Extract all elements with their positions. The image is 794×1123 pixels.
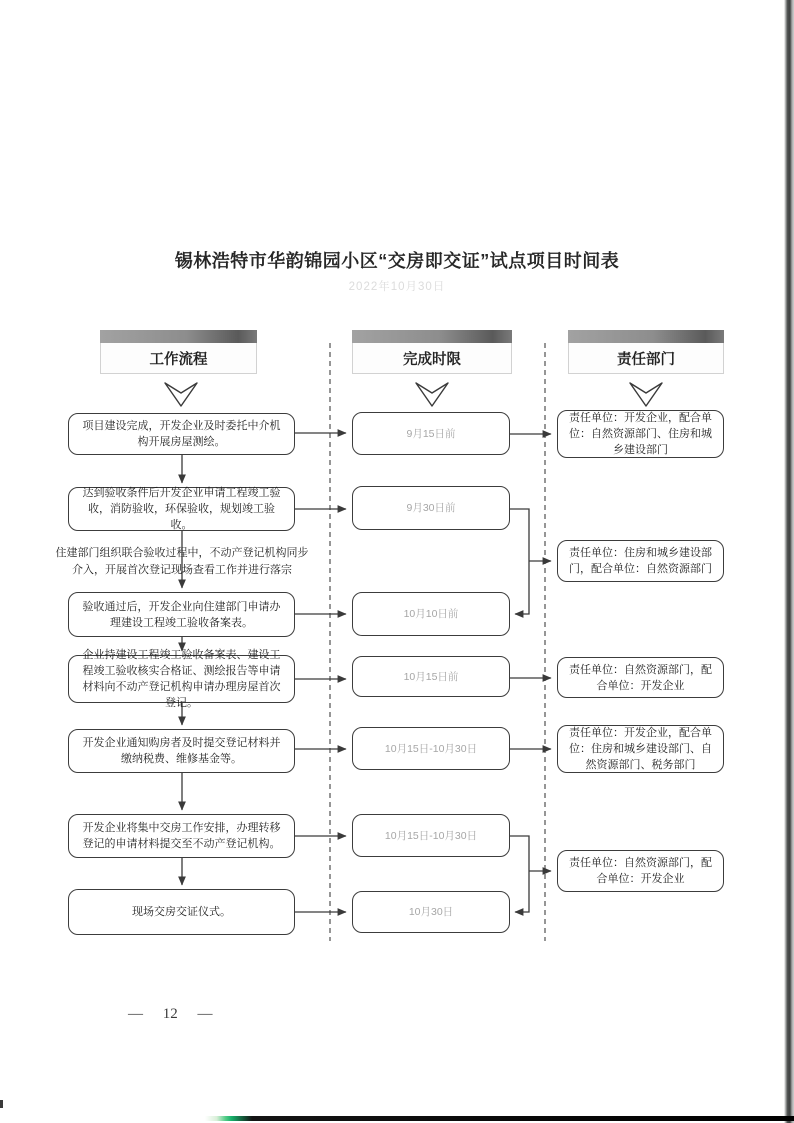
column-header-department [568, 330, 724, 374]
column-header-label: 责任部门 [568, 343, 724, 374]
date-line: 2022年10月30日 [348, 281, 446, 293]
scan-artifact-bottom-bar [205, 1116, 794, 1121]
deadline-box: 10月30日 [352, 891, 510, 933]
process-note: 住建部门组织联合验收过程中，不动产登记机构同步介入，开展首次登记现场查看工作并进行落宗 [55, 547, 309, 576]
flow-down-arrow-icon [163, 382, 199, 408]
deadline-box: 9月30日前 [352, 486, 510, 530]
flow-down-arrow-icon [628, 382, 664, 408]
header-gray-bar [568, 330, 724, 343]
process-step-box: 企业持建设工程竣工验收备案表、建设工程竣工验收核实合格证、测绘报告等申请材料向不动产登记机构申请办理房屋首次登记。 [68, 655, 295, 703]
column-header-process [100, 330, 257, 374]
deadline-box: 9月15日前 [352, 412, 510, 455]
header-gray-bar [352, 330, 512, 343]
process-step-box: 项目建设完成，开发企业及时委托中介机构开展房屋测绘。 [68, 413, 295, 455]
page-title: 锡林浩特市华韵锦园小区“交房即交证”试点项目时间表 [174, 251, 620, 271]
column-header-deadline [352, 330, 512, 374]
process-step-box: 验收通过后，开发企业向住建部门申请办理建设工程竣工验收备案表。 [68, 592, 295, 637]
deadline-box: 10月15日-10月30日 [352, 727, 510, 770]
scan-artifact-speck [0, 1100, 3, 1108]
deadline-box: 10月15日-10月30日 [352, 814, 510, 857]
process-step-box: 现场交房交证仪式。 [68, 889, 295, 935]
department-box: 责任单位：自然资源部门，配合单位：开发企业 [557, 850, 724, 892]
deadline-box: 10月10日前 [352, 592, 510, 636]
column-header-label: 完成时限 [352, 343, 512, 374]
department-box: 责任单位：开发企业，配合单位：自然资源部门、住房和城乡建设部门 [557, 410, 724, 458]
process-step-box: 开发企业将集中交房工作安排，办理转移登记的申请材料提交至不动产登记机构。 [68, 814, 295, 858]
header-gray-bar [100, 330, 257, 343]
scan-artifact-right-edge [784, 0, 794, 1123]
department-box: 责任单位：开发企业，配合单位：住房和城乡建设部门、自然资源部门、税务部门 [557, 725, 724, 773]
flow-down-arrow-icon [414, 382, 450, 408]
deadline-box: 10月15日前 [352, 656, 510, 697]
department-box: 责任单位：自然资源部门，配合单位：开发企业 [557, 657, 724, 698]
process-step-box: 开发企业通知购房者及时提交登记材料并缴纳税费、维修基金等。 [68, 729, 295, 773]
page-number: — 12 — [128, 1006, 213, 1022]
process-step-box: 达到验收条件后开发企业申请工程竣工验收，消防验收，环保验收，规划竣工验收。 [68, 487, 295, 531]
department-box: 责任单位：住房和城乡建设部门，配合单位：自然资源部门 [557, 540, 724, 582]
column-header-label: 工作流程 [100, 343, 257, 374]
